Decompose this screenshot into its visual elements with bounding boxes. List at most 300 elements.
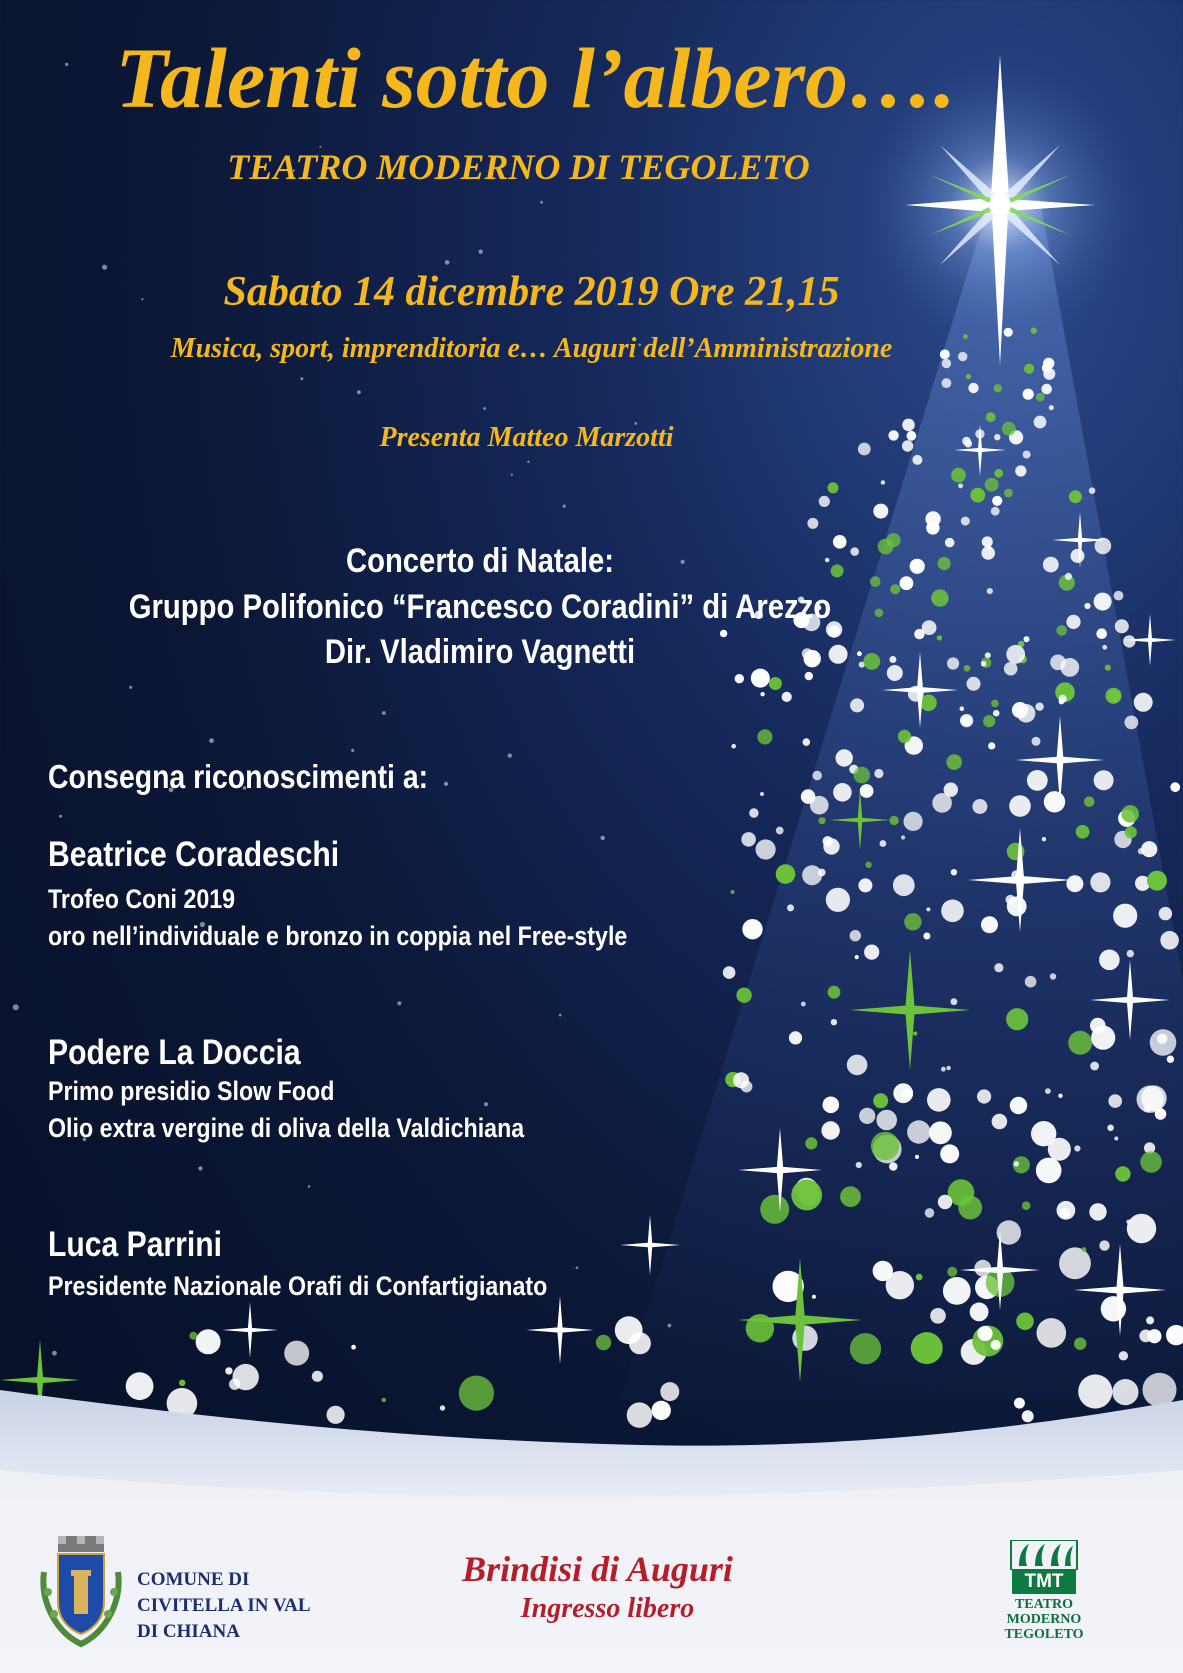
tree-dot [1056, 625, 1067, 636]
recipient-detail: oro nell’individuale e bronzo in coppia nel Free-style [48, 921, 628, 951]
tree-dot [910, 559, 925, 574]
tree-dot [233, 1364, 259, 1390]
snow-dot [600, 836, 605, 841]
snow-dot [198, 1166, 202, 1170]
tree-dot [876, 1110, 897, 1131]
tree-dot [1099, 1240, 1109, 1250]
tree-dot [1050, 655, 1066, 671]
tree-dot [850, 930, 861, 941]
event-title: Talenti sotto l’albero…. [115, 30, 956, 126]
tree-dot [858, 878, 872, 892]
snow-dot [479, 250, 483, 254]
tree-dot [1009, 795, 1031, 817]
tree-dot [913, 1031, 917, 1035]
tree-dot [627, 1402, 652, 1427]
tree-dot [1059, 695, 1067, 703]
snow-dot [382, 711, 386, 715]
municipality-line: COMUNE DI [137, 1569, 250, 1590]
theatre-logo-line: MODERNO [1006, 1612, 1082, 1627]
tree-dot [652, 1401, 671, 1420]
tree-dot [382, 1398, 386, 1402]
snow-dot [484, 1102, 488, 1106]
tree-dot [1044, 791, 1065, 812]
tree-dot [937, 635, 942, 640]
tree-dot [860, 784, 874, 798]
tree-dot [807, 518, 818, 529]
snow-dot [483, 407, 486, 410]
tree-dot [865, 862, 871, 868]
tree-dot [818, 817, 825, 824]
theatre-logo-abbr: TMT [1012, 1570, 1076, 1594]
tree-dot [819, 496, 830, 507]
tree-dot [1090, 1062, 1099, 1071]
snow-dot [576, 1267, 579, 1270]
tree-dot [873, 1261, 893, 1281]
snow-dot [351, 749, 354, 752]
tree-dot [1160, 931, 1179, 950]
tree-dot [327, 1406, 345, 1424]
tree-dot [1004, 489, 1013, 498]
recipient-name: Podere La Doccia [48, 1033, 301, 1072]
tree-dot [791, 1180, 822, 1211]
tree-dot [873, 1093, 888, 1108]
tree-dot [992, 1114, 1008, 1130]
tree-dot [1134, 693, 1153, 712]
tree-dot [1127, 950, 1134, 957]
tree-dot [923, 933, 930, 940]
tree-dot [930, 1308, 946, 1324]
municipality-line: CIVITELLA IN VAL [137, 1595, 311, 1616]
tree-dot [757, 729, 772, 744]
tree-dot [987, 588, 993, 594]
tree-dot [1045, 1088, 1051, 1094]
tree-dot [741, 832, 756, 847]
tree-dot [196, 1329, 221, 1354]
tree-dot [1113, 904, 1137, 928]
recipient-detail: Olio extra vergine di oliva della Valdichiana [48, 1113, 525, 1143]
snow-dot [511, 474, 513, 476]
tree-dot [873, 504, 888, 519]
snow-dot [59, 815, 62, 818]
tree-dot [893, 874, 915, 896]
tree-dot [988, 742, 995, 749]
tree-dot [916, 1274, 923, 1281]
tree-dot [1096, 628, 1107, 639]
tree-dot [1115, 1166, 1130, 1181]
tree-dot [1065, 573, 1072, 580]
tree-dot [760, 792, 764, 796]
tree-dot [847, 1055, 868, 1076]
tree-dot [938, 557, 951, 570]
concert-heading: Concerto di Natale: [345, 542, 615, 580]
tree-dot [742, 919, 762, 939]
tree-dot [1043, 557, 1059, 573]
tree-dot [1049, 405, 1054, 410]
tree-dot [1006, 645, 1025, 664]
recipient-name: Luca Parrini [48, 1225, 222, 1264]
tree-dot [901, 835, 905, 839]
entry-text: Ingresso libero [520, 1593, 695, 1624]
tree-dot [660, 1382, 679, 1401]
tree-dot [951, 468, 966, 483]
tree-dot [992, 496, 1002, 506]
tree-dot [1127, 1214, 1156, 1243]
tree-dot [1081, 1247, 1086, 1252]
theatre-logo-line: TEGOLETO [1004, 1627, 1084, 1642]
snow-dot [397, 1001, 401, 1005]
tree-dot [960, 706, 965, 711]
tree-dot [789, 1031, 802, 1044]
recipient-name: Beatrice Coradeschi [48, 835, 340, 874]
tree-dot [1024, 364, 1034, 374]
theatre-logo-line: TEATRO [1014, 1597, 1074, 1612]
tree-dot [823, 838, 839, 854]
tree-dot [947, 1267, 957, 1277]
snow-dot [668, 1324, 672, 1328]
snow-dot [445, 260, 450, 265]
tree-dot [981, 661, 986, 666]
tree-dot [1147, 871, 1167, 891]
tree-dot [970, 488, 985, 503]
tree-dot [1037, 1318, 1067, 1348]
tree-dot [1150, 1029, 1177, 1056]
tree-dot [831, 1019, 837, 1025]
tree-dot [941, 1067, 946, 1072]
tree-dot [1014, 1398, 1025, 1409]
tree-dot [972, 799, 987, 814]
tree-dot [964, 665, 971, 672]
tree-dot [900, 576, 914, 590]
toast-text: Brindisi di Auguri [462, 1549, 733, 1589]
sparkle-icon [222, 1302, 278, 1358]
tree-dot [1123, 635, 1135, 647]
tree-dot [776, 827, 784, 835]
tree-dot [970, 1303, 989, 1322]
tree-dot [958, 483, 963, 488]
tree-dot [1114, 1137, 1118, 1141]
tree-dot [1022, 1201, 1031, 1210]
tree-dot [1084, 603, 1090, 609]
tree-dot [733, 1072, 749, 1088]
tree-dot [1015, 465, 1026, 476]
tree-dot [942, 378, 952, 388]
tree-dot [993, 710, 1000, 717]
tree-dot [880, 840, 887, 847]
tree-dot [926, 521, 939, 534]
sparkle-icon [1124, 614, 1176, 666]
tree-dot [1010, 1097, 1027, 1114]
tree-dot [284, 1341, 309, 1366]
tree-dot [818, 869, 826, 877]
tree-dot [994, 384, 1002, 392]
tree-dot [1084, 796, 1095, 807]
tree-dot [828, 986, 841, 999]
tree-dot [1121, 805, 1139, 823]
tree-dot [874, 769, 883, 778]
tree-dot [927, 1088, 951, 1112]
snow-dot [357, 390, 361, 394]
tree-dot [991, 1340, 1001, 1350]
event-presenter: Presenta Matteo Marzotti [379, 422, 674, 453]
snow-dot [52, 1351, 57, 1356]
tree-dot [836, 749, 853, 766]
snow-dot [13, 1004, 19, 1010]
tree-dot [1071, 549, 1085, 563]
tree-dot [898, 730, 911, 743]
tree-dot [855, 955, 859, 959]
tree-dot [864, 945, 879, 960]
tree-dot [945, 538, 955, 548]
tree-dot [1014, 1161, 1019, 1166]
tree-dot [1155, 1108, 1167, 1120]
tree-dot [1090, 1018, 1106, 1034]
snow-dot [540, 201, 543, 204]
tree-dot [731, 890, 735, 894]
tree-dot [1059, 1208, 1070, 1219]
sparkle-icon [526, 1296, 594, 1364]
venue-name: TEATRO MODERNO DI TEGOLETO [227, 147, 810, 187]
tree-dot [801, 789, 816, 804]
tree-dot [760, 692, 764, 696]
tree-dot [1125, 826, 1137, 838]
tree-dot [850, 698, 864, 712]
snow-dot [527, 461, 529, 463]
tree-dot [1022, 1410, 1034, 1422]
snow-dot [508, 753, 512, 757]
tree-dot [1066, 875, 1083, 892]
tree-dot [931, 589, 948, 606]
tree-dot [991, 700, 999, 708]
tree-dot [951, 998, 958, 1005]
tree-dot [615, 1316, 643, 1344]
tree-dot [859, 1108, 875, 1124]
tree-dot [1105, 665, 1111, 671]
tree-dot [893, 1083, 913, 1103]
tree-dot [1024, 636, 1030, 642]
tree-dot [881, 480, 885, 484]
tree-dot [731, 744, 736, 749]
tree-dot [943, 1277, 971, 1305]
tree-dot [801, 1002, 806, 1007]
awards-intro: Consegna riconoscimenti a: [48, 758, 429, 795]
tree-dot [812, 1295, 816, 1299]
tree-dot [803, 738, 811, 746]
tree-dot [911, 1332, 943, 1364]
tree-dot [787, 904, 794, 911]
tree-dot [769, 677, 782, 690]
tree-dot [225, 1367, 232, 1374]
tree-dot [1048, 1138, 1071, 1161]
tree-dot [805, 1137, 817, 1149]
tree-dot [968, 383, 978, 393]
tree-dot [1089, 487, 1096, 494]
tree-dot [915, 1155, 919, 1159]
tree-dot [1141, 841, 1157, 857]
tree-dot [312, 1371, 323, 1382]
tree-dot [1115, 619, 1129, 633]
tree-dot [926, 907, 930, 911]
tree-dot [756, 839, 776, 859]
tree-dot [1102, 645, 1107, 650]
tree-dot [904, 913, 921, 930]
recipient-detail: Presidente Nazionale Orafi di Confartigianato [48, 1271, 548, 1301]
tree-dot [1076, 825, 1090, 839]
tree-dot [1043, 368, 1055, 380]
tree-dot [941, 900, 964, 923]
snow-dot [563, 505, 566, 508]
tree-dot [1099, 950, 1120, 971]
snow-dot [129, 686, 132, 689]
concert-group: Gruppo Polifonico “Francesco Coradini” di Arezzo [128, 588, 832, 626]
snow-dot [300, 377, 303, 380]
tree-dot [1159, 907, 1172, 920]
tree-dot [812, 771, 822, 781]
tree-dot [782, 692, 792, 702]
tree-dot [983, 715, 995, 727]
tree-dot [977, 1089, 991, 1103]
recipient-detail: Primo presidio Slow Food [48, 1076, 335, 1106]
tree-dot [1106, 688, 1122, 704]
tree-dot [951, 869, 957, 875]
tree-dot [1032, 737, 1041, 746]
tree-dot [1107, 1125, 1114, 1132]
tree-dot [985, 478, 999, 492]
tree-dot [821, 1121, 839, 1139]
tree-dot [833, 783, 852, 802]
tree-dot [986, 412, 996, 422]
tree-dot [787, 1279, 796, 1288]
tree-dot [823, 1097, 840, 1114]
tree-dot [749, 808, 758, 817]
tree-dot [1167, 1056, 1174, 1063]
snow-dot [444, 782, 448, 786]
tree-dot [1108, 1094, 1122, 1108]
tree-dot [1050, 973, 1056, 979]
tree-dot [1146, 1316, 1154, 1324]
tree-dot [981, 546, 995, 560]
tree-dot [1006, 1008, 1028, 1030]
tree-dot [351, 1345, 356, 1350]
tree-dot [946, 754, 962, 770]
tree-dot [961, 517, 970, 526]
tree-dot [1126, 1220, 1131, 1225]
tree-dot [966, 374, 971, 379]
tree-dot [940, 1144, 959, 1163]
tree-dot [1170, 782, 1180, 792]
tree-dot [776, 864, 796, 884]
tree-dot [179, 1380, 185, 1386]
tree-dot [904, 812, 923, 831]
tree-dot [932, 793, 952, 813]
tree-dot [1036, 393, 1045, 402]
snow-dot [308, 1185, 311, 1188]
tree-dot [1094, 770, 1114, 790]
tree-dot [1074, 1338, 1086, 1350]
tree-dot [1068, 1031, 1092, 1055]
tree-dot [981, 916, 998, 933]
tree-dot [889, 816, 898, 825]
municipality-line: DI CHIANA [137, 1621, 240, 1642]
tree-dot [961, 716, 971, 726]
tree-dot [946, 1066, 950, 1070]
tree-dot [1004, 662, 1018, 676]
tree-dot [802, 865, 822, 885]
tree-dot [440, 1405, 445, 1410]
tree-dot [1042, 837, 1046, 841]
event-subtitle: Musica, sport, imprenditoria e… Auguri dell’Amministrazione [170, 333, 893, 364]
tree-dot [889, 1162, 898, 1171]
tree-dot [850, 1333, 881, 1364]
tree-dot [1016, 1313, 1034, 1331]
tree-dot [922, 620, 937, 635]
tree-dot [1058, 1094, 1062, 1098]
tree-dot [1025, 976, 1037, 988]
tree-dot [828, 482, 839, 493]
tree-dot [982, 536, 993, 547]
tree-dot [735, 674, 744, 683]
tree-dot [947, 657, 959, 669]
tree-dot [1078, 1374, 1112, 1408]
tree-dot [805, 672, 813, 680]
tree-dot [854, 767, 871, 784]
tree-dot [912, 455, 922, 465]
tree-dot [1059, 1247, 1091, 1279]
tree-dot [967, 677, 981, 691]
tree-dot [938, 1195, 952, 1209]
tree-dot [1007, 896, 1027, 916]
snow-dot [209, 738, 214, 743]
tree-dot [994, 963, 1003, 972]
tree-dot [958, 1196, 982, 1220]
tree-dot [459, 1376, 494, 1411]
tree-dot [1035, 703, 1043, 711]
tree-dot [1090, 872, 1110, 892]
event-datetime: Sabato 14 dicembre 2019 Ore 21,15 [223, 269, 840, 315]
tree-dot [991, 507, 1000, 516]
tree-dot [1041, 384, 1052, 395]
tree-dot [736, 988, 751, 1003]
tree-dot [1125, 716, 1139, 730]
tree-dot [1074, 1145, 1080, 1151]
tree-dot [1089, 1203, 1106, 1220]
tree-dot [1069, 490, 1082, 503]
tree-dot [925, 1208, 935, 1218]
tree-dot [596, 1335, 611, 1350]
tree-dot [994, 469, 1003, 478]
tree-dot [929, 1121, 952, 1144]
tree-dot [871, 1132, 899, 1160]
tree-dot [1139, 1330, 1152, 1343]
tree-dot [1027, 770, 1048, 791]
tree-dot [1066, 615, 1080, 629]
tree-dot [126, 1372, 154, 1400]
tree-dot [1023, 389, 1034, 400]
snow-dot [559, 1014, 562, 1017]
tree-dot [1119, 1351, 1128, 1360]
tree-dot [840, 1186, 861, 1207]
tree-dot [1114, 591, 1124, 601]
concert-director: Dir. Vladimiro Vagnetti [324, 633, 636, 671]
tree-dot [977, 1326, 992, 1341]
tree-dot [1112, 1379, 1138, 1405]
tree-dot [1012, 702, 1028, 718]
tree-dot [1094, 593, 1112, 611]
tree-dot [1140, 1151, 1162, 1173]
tree-dot [826, 888, 850, 912]
recipient-detail: Trofeo Coni 2019 [48, 884, 236, 914]
tree-dot [1036, 1158, 1062, 1184]
tree-dot [856, 1162, 862, 1168]
